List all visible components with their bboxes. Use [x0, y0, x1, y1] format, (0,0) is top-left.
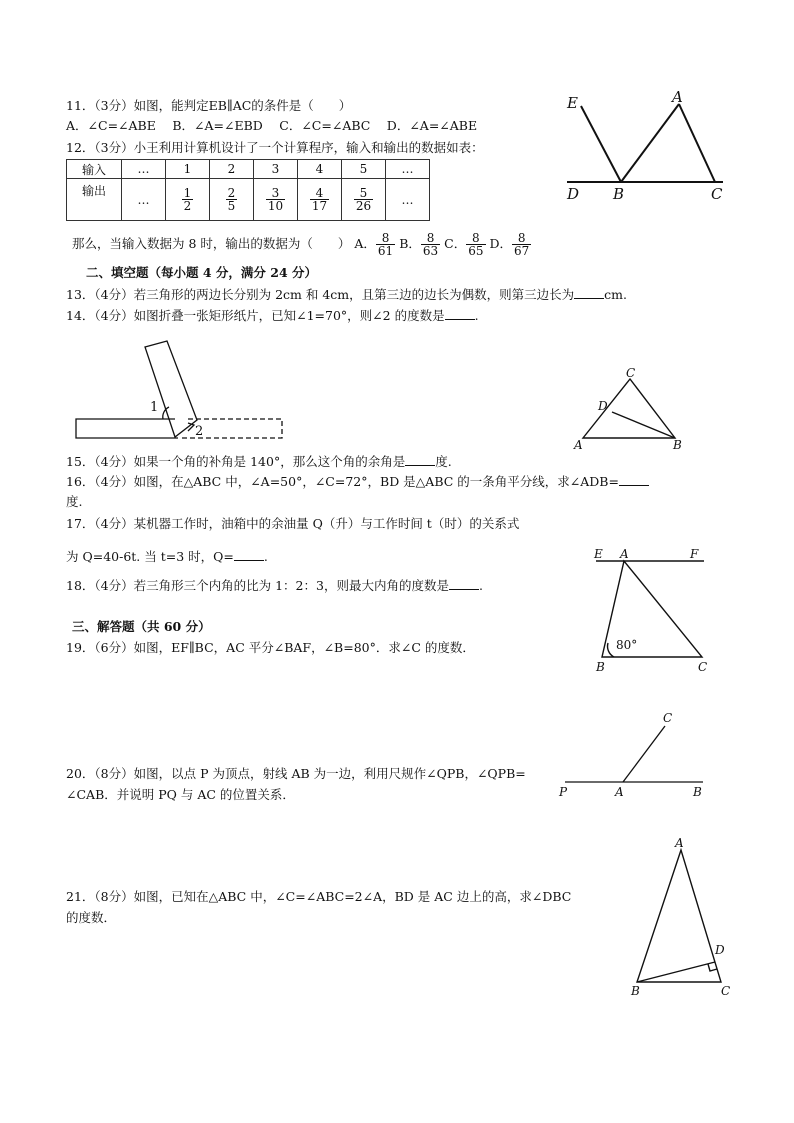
label-B: B: [596, 660, 605, 674]
segment-BE: [581, 106, 621, 182]
section3-title: 三、解答题（共 60 分）: [72, 619, 211, 634]
label-A: A: [672, 88, 683, 106]
answer-blank[interactable]: [449, 577, 479, 590]
label-angle-1: 1: [150, 400, 159, 415]
q11-stem: 11．（3分）如图，能判定EB∥AC的条件是（ ）: [66, 98, 352, 113]
label-B: B: [631, 984, 640, 998]
label-angle-2: 2: [195, 424, 204, 439]
input-cell: 2: [210, 160, 254, 179]
input-cell: …: [122, 160, 166, 179]
label-C: C: [626, 366, 636, 380]
q16-figure: [570, 365, 685, 455]
q21-figure: [625, 835, 735, 1000]
q14: 14．（4分）如图折叠一张矩形纸片，已知∠1=70°，则∠2 的度数是 .: [66, 308, 479, 323]
label-B: B: [673, 438, 682, 452]
answer-blank[interactable]: [445, 307, 475, 320]
q21-line2: 的度数．: [66, 910, 117, 925]
label-F: F: [690, 547, 699, 561]
q18: 18．（4分）若三角形三个内角的比为 1：2：3，则最大内角的度数是 .: [66, 578, 483, 593]
label-E: E: [567, 94, 578, 112]
q12-option-d: D． $\frac{8}{67}$: [489, 231, 530, 258]
output-cell: $\frac{2}{5}$: [210, 179, 254, 221]
q15: 15．（4分）如果一个角的补角是 140°，那么这个角的余角是 度.: [66, 454, 452, 469]
input-label: 输入: [67, 160, 122, 179]
q21-line1: 21．（8分）如图，已知在△ABC 中，∠C=∠ABC=2∠A，BD 是 AC 边上的高，求∠DBC: [66, 889, 572, 904]
label-C: C: [663, 711, 673, 725]
label-A: A: [675, 836, 684, 850]
q20-line2: ∠CAB．并说明 PQ 与 AC 的位置关系．: [66, 787, 295, 802]
answer-blank[interactable]: [405, 453, 435, 466]
triangle-ABC: [637, 850, 721, 982]
q20-line1: 20．（8分）如图，以点 P 为顶点，射线 AB 为一边，利用尺规作∠QPB，∠QPB=: [66, 766, 526, 781]
answer-blank[interactable]: [234, 548, 264, 561]
q17-line2: 为 Q=40-6t. 当 t=3 时，Q= .: [66, 549, 268, 564]
angle-value: 80°: [616, 638, 638, 652]
q12-option-c: C． $\frac{8}{65}$: [444, 231, 484, 258]
input-cell: 5: [342, 160, 386, 179]
output-cell: …: [122, 179, 166, 221]
strip-left: [76, 419, 178, 438]
q20-figure: [555, 708, 705, 800]
label-E: E: [594, 547, 603, 561]
input-cell: 1: [166, 160, 210, 179]
input-cell: 3: [254, 160, 298, 179]
label-C: C: [721, 984, 731, 998]
section2-title: 二、填空题（每小题 4 分，满分 24 分）: [86, 265, 318, 280]
input-cell: …: [386, 160, 430, 179]
ray-AC: [623, 726, 665, 782]
label-P: P: [559, 785, 568, 799]
output-label: 输出: [67, 179, 122, 221]
output-cell: $\frac{5}{26}$: [342, 179, 386, 221]
q12-question-line: [72, 232, 531, 257]
label-C: C: [698, 660, 708, 674]
q12-question: 那么，当输入数据为 8 时，输出的数据为（ ）: [72, 236, 351, 251]
q11-figure: [555, 82, 735, 207]
label-B: B: [693, 785, 702, 799]
triangle-ABC: [583, 379, 675, 438]
label-B: B: [613, 185, 625, 203]
q17-line1: 17．（4分）某机器工作时，油箱中的余油量 Q（升）与工作时间 t（时）的关系式: [66, 516, 520, 531]
segment-AC: [679, 104, 715, 182]
q14-figure: [70, 335, 290, 443]
label-C: C: [711, 185, 723, 203]
q11-options: A．∠C=∠ABE B．∠A=∠EBD C．∠C=∠ABC D．∠A=∠ABE: [66, 118, 478, 133]
output-cell: …: [386, 179, 430, 221]
q16-line1: 16．（4分）如图，在△ABC 中，∠A=50°，∠C=72°，BD 是△ABC 的一条角平分线，求∠ADB=: [66, 473, 649, 490]
answer-blank[interactable]: [619, 473, 649, 486]
folded-strip: [145, 341, 197, 437]
label-D: D: [567, 185, 580, 203]
q13: 13．（4分）若三角形的两边长分别为 2cm 和 4cm，且第三边的边长为偶数，则第三边长为 cm.: [66, 287, 627, 302]
q12-output-row: [67, 179, 430, 221]
q12-stem: 12．（3分）小王利用计算机设计了一个计算程序，输入和输出的数据如表：: [66, 140, 484, 155]
output-cell: $\frac{1}{2}$: [166, 179, 210, 221]
altitude-BD: [637, 962, 715, 982]
answer-blank[interactable]: [574, 286, 604, 299]
label-A: A: [615, 785, 624, 799]
segment-BA: [621, 104, 679, 182]
label-A: A: [574, 438, 583, 452]
q12-input-row: [67, 160, 430, 179]
q16-line2: 度.: [66, 494, 83, 509]
angle-B-arc: [608, 643, 614, 657]
label-D: D: [715, 943, 725, 957]
label-A: A: [620, 547, 629, 561]
label-D: D: [598, 399, 608, 413]
q12-option-a: A． $\frac{8}{61}$: [354, 231, 394, 258]
q12-option-b: B． $\frac{8}{63}$: [399, 231, 439, 258]
q19-stem: 19．（6分）如图，EF∥BC，AC 平分∠BAF，∠B=80°．求∠C 的度数．: [66, 640, 475, 655]
output-cell: $\frac{4}{17}$: [298, 179, 342, 221]
output-cell: $\frac{3}{10}$: [254, 179, 298, 221]
q12-table: [66, 159, 430, 221]
q19-figure: [590, 545, 720, 675]
input-cell: 4: [298, 160, 342, 179]
